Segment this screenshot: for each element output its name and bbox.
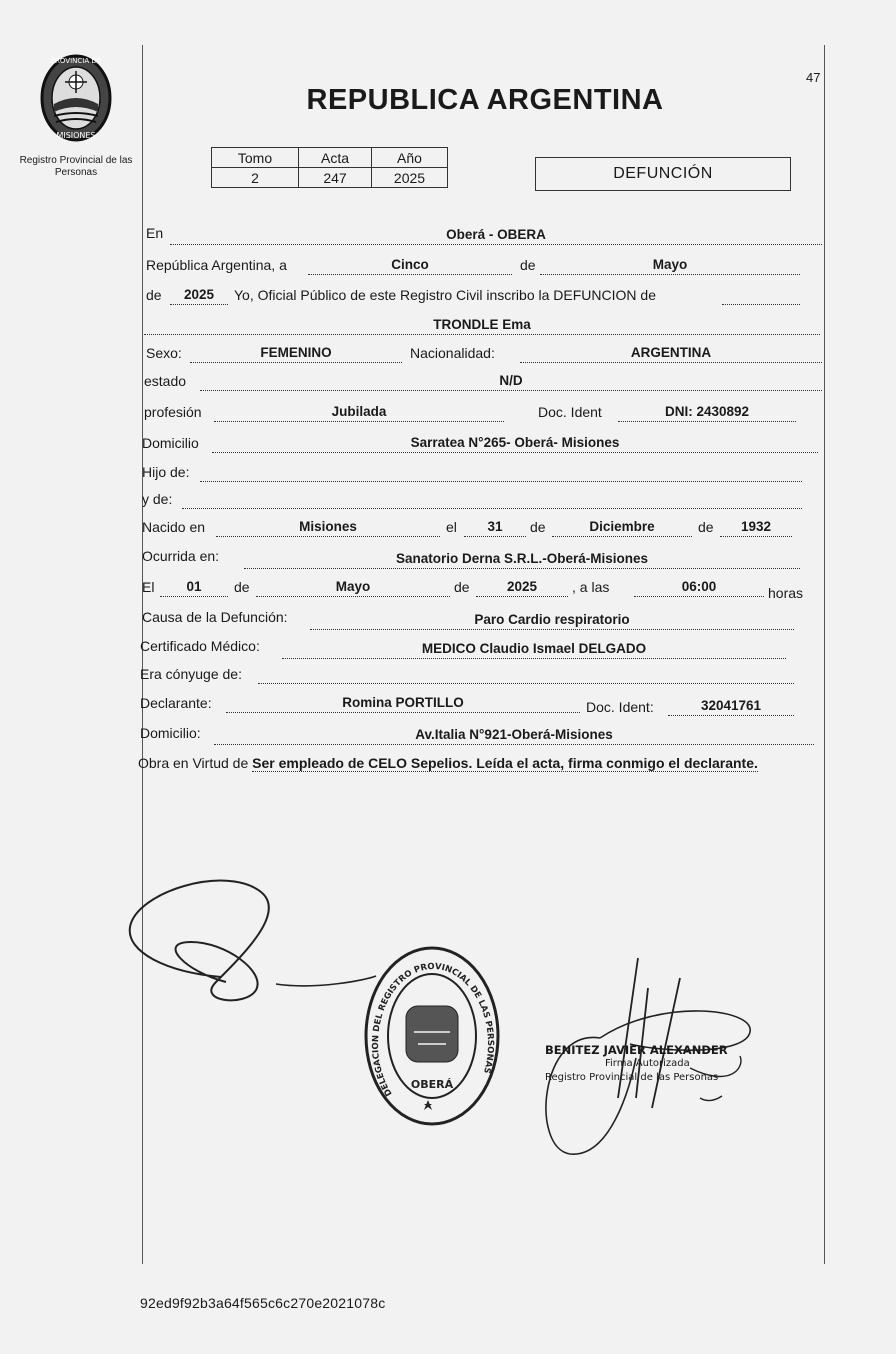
institution-caption: Registro Provincial de las Personas [19, 155, 133, 178]
conyuge-label: Era cónyuge de: [140, 666, 242, 682]
nac-mes-field: Diciembre [552, 518, 692, 537]
row-nacido [140, 518, 824, 540]
nac-anio-field: 1932 [720, 518, 792, 537]
yde-label: y de: [142, 491, 173, 507]
row-domicilio [140, 434, 824, 456]
city-field: Oberá - OBERA [170, 226, 822, 245]
year-field: 2025 [170, 286, 228, 305]
causa-label: Causa de la Defunción: [142, 609, 288, 625]
row-year [140, 286, 824, 308]
estado-field: N/D [200, 372, 822, 391]
ocurrida-field: Sanatorio Derna S.R.L.-Oberá-Misiones [244, 550, 800, 569]
register-header-tomo: Tomo [212, 148, 299, 168]
alas-label: , a las [572, 579, 610, 595]
def-dia-field: 01 [160, 578, 228, 597]
register-header-anio: Año [372, 148, 448, 168]
row-estado [140, 372, 824, 394]
row-profesion [140, 403, 824, 425]
obra-paragraph [138, 753, 814, 773]
domicilio-label: Domicilio [142, 435, 199, 451]
deceased-name-field: TRONDLE Ema [144, 316, 820, 335]
causa-field: Paro Cardio respiratorio [310, 611, 794, 630]
page-number: 47 [806, 70, 821, 85]
nacido-label: Nacido en [142, 519, 206, 535]
row-domicilio-declarante [140, 724, 824, 746]
def-mes-field: Mayo [256, 578, 450, 597]
yde-field [182, 490, 802, 509]
hora-field: 06:00 [634, 578, 764, 597]
declarant-signature [126, 872, 386, 1012]
profesion-field: Jubilada [214, 403, 504, 422]
domicilio2-label: Domicilio: [140, 725, 201, 741]
right-margin-line [824, 45, 825, 1264]
de-label-3: de [530, 519, 546, 535]
hijo-label: Hijo de: [142, 464, 190, 480]
doc-label: Doc. Ident [538, 404, 602, 420]
obra-label: Obra en Virtud de [138, 755, 249, 771]
signatory-name: BENITEZ JAVIER ALEXANDER [545, 1043, 728, 1057]
domicilio-field: Sarratea N°265- Oberá- Misiones [212, 434, 818, 453]
hijo-field [200, 463, 802, 482]
page-title: REPUBLICA ARGENTINA [306, 84, 664, 116]
doc2-field: 32041761 [668, 697, 794, 716]
nac-dia-field: 31 [464, 518, 526, 537]
doc2-label: Doc. Ident: [586, 699, 654, 715]
doc-field: DNI: 2430892 [618, 403, 796, 422]
month-field: Mayo [540, 256, 800, 275]
nacido-lugar-field: Misiones [216, 518, 440, 537]
conyuge-field [258, 665, 794, 684]
row-sex [140, 344, 824, 366]
register-value-tomo: 2 [212, 168, 299, 188]
record-type-box: DEFUNCIÓN [535, 157, 791, 191]
el-label: el [446, 519, 457, 535]
day-field: Cinco [308, 256, 512, 275]
row-certificado [140, 637, 824, 659]
el2-label: El [142, 579, 155, 595]
row-declarante [140, 694, 824, 716]
row-ocurrida [140, 547, 824, 569]
oficial-text: Yo, Oficial Público de este Registro Civil inscribo la DEFUNCION de [234, 287, 656, 303]
de-label-4: de [698, 519, 714, 535]
declarante-field: Romina PORTILLO [226, 694, 580, 713]
provincial-crest-logo [34, 52, 118, 144]
seal-city: OBERÁ [410, 1078, 454, 1091]
ocurrida-label: Ocurrida en: [142, 548, 220, 564]
estado-label: estado [144, 373, 187, 389]
register-header-acta: Acta [299, 148, 372, 168]
document-hash: 92ed9f92b3a64f565c6c270e2021078c [140, 1295, 386, 1311]
nacionalidad-field: ARGENTINA [520, 344, 822, 363]
row-causa [140, 608, 824, 630]
row-fecha-defuncion [140, 578, 824, 600]
row-hijo [140, 463, 824, 485]
register-table [211, 147, 448, 188]
authorized-signature-block [545, 1043, 728, 1085]
obra-text: Ser empleado de CELO Sepelios. Leída el acta, firma conmigo el declarante. [252, 755, 758, 771]
signatory-title: Firma Autorizada [605, 1058, 690, 1069]
de-label-2: de [146, 287, 162, 303]
row-date [140, 256, 824, 278]
def-anio-field: 2025 [476, 578, 568, 597]
register-value-anio: 2025 [372, 168, 448, 188]
de-label-6: de [454, 579, 470, 595]
republica-label: República Argentina, a [146, 257, 287, 273]
sexo-field: FEMENINO [190, 344, 402, 363]
nacionalidad-label: Nacionalidad: [410, 345, 495, 361]
certificado-label: Certificado Médico: [140, 638, 260, 654]
row-name [140, 316, 824, 338]
crest-top-text: PROVINCIA DE [50, 57, 102, 65]
row-conyuge [140, 665, 824, 687]
seal-ring-textpath: DELEGACION DEL REGISTRO PROVINCIAL DE LAS PERSONAS [370, 961, 496, 1098]
declarante-label: Declarante: [140, 695, 212, 711]
domicilio2-field: Av.Italia N°921-Oberá-Misiones [214, 726, 814, 745]
registry-seal [362, 944, 502, 1130]
profesion-label: profesión [144, 404, 202, 420]
crest-bottom-text: MISIONES [56, 131, 96, 140]
register-value-acta: 247 [299, 168, 372, 188]
horas-label: horas [768, 585, 804, 601]
oficial-blank [722, 286, 800, 305]
signatory-office: Registro Provincial de las Personas [545, 1072, 719, 1083]
sexo-label: Sexo: [146, 345, 182, 361]
en-label: En [146, 225, 164, 241]
de-label-5: de [234, 579, 250, 595]
certificado-field: MEDICO Claudio Ismael DELGADO [282, 640, 786, 659]
de-label: de [520, 257, 536, 273]
row-yde [140, 490, 824, 512]
row-city [140, 224, 824, 246]
